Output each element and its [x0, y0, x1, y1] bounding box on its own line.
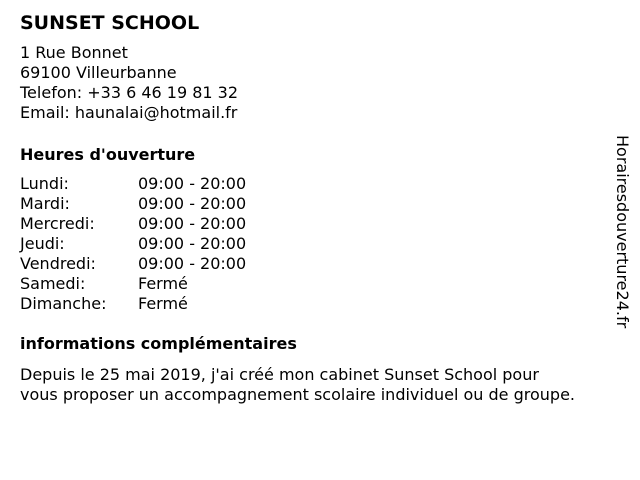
- hours-row-monday: [20, 174, 320, 194]
- email-address: Email: haunalai@hotmail.fr: [20, 103, 238, 122]
- day-label: Dimanche:: [20, 294, 107, 313]
- day-label: Samedi:: [20, 274, 86, 293]
- contact-block: [20, 43, 238, 123]
- day-label: Mardi:: [20, 194, 70, 213]
- day-label: Vendredi:: [20, 254, 96, 273]
- hours-row-tuesday: [20, 194, 320, 214]
- day-label: Lundi:: [20, 174, 69, 193]
- hours-row-thursday: [20, 234, 320, 254]
- opening-hours-heading: Heures d'ouverture: [20, 145, 196, 164]
- phone-number: Telefon: +33 6 46 19 81 32: [20, 83, 239, 102]
- address-line-city: 69100 Villeurbanne: [20, 63, 177, 82]
- additional-info-text: [20, 365, 630, 405]
- hours-row-wednesday: [20, 214, 320, 234]
- day-hours: 09:00 - 20:00: [138, 174, 247, 193]
- address-line-street: 1 Rue Bonnet: [20, 43, 128, 62]
- site-watermark: Horairesdouverture24.fr: [613, 135, 632, 329]
- additional-info-heading: informations complémentaires: [20, 334, 297, 353]
- day-hours: 09:00 - 20:00: [138, 194, 247, 213]
- day-hours: 09:00 - 20:00: [138, 234, 247, 253]
- day-hours: Fermé: [138, 294, 188, 313]
- day-label: Mercredi:: [20, 214, 95, 233]
- day-hours: 09:00 - 20:00: [138, 254, 247, 273]
- day-hours: 09:00 - 20:00: [138, 214, 247, 233]
- info-line: vous proposer un accompagnement scolaire individuel ou de groupe.: [20, 385, 575, 404]
- day-label: Jeudi:: [20, 234, 65, 253]
- business-name: SUNSET SCHOOL: [20, 12, 200, 34]
- opening-hours-table: [20, 174, 320, 314]
- day-hours: Fermé: [138, 274, 188, 293]
- hours-row-friday: [20, 254, 320, 274]
- info-line: Depuis le 25 mai 2019, j'ai créé mon cabinet Sunset School pour: [20, 365, 539, 384]
- hours-row-sunday: [20, 294, 320, 314]
- hours-row-saturday: [20, 274, 320, 294]
